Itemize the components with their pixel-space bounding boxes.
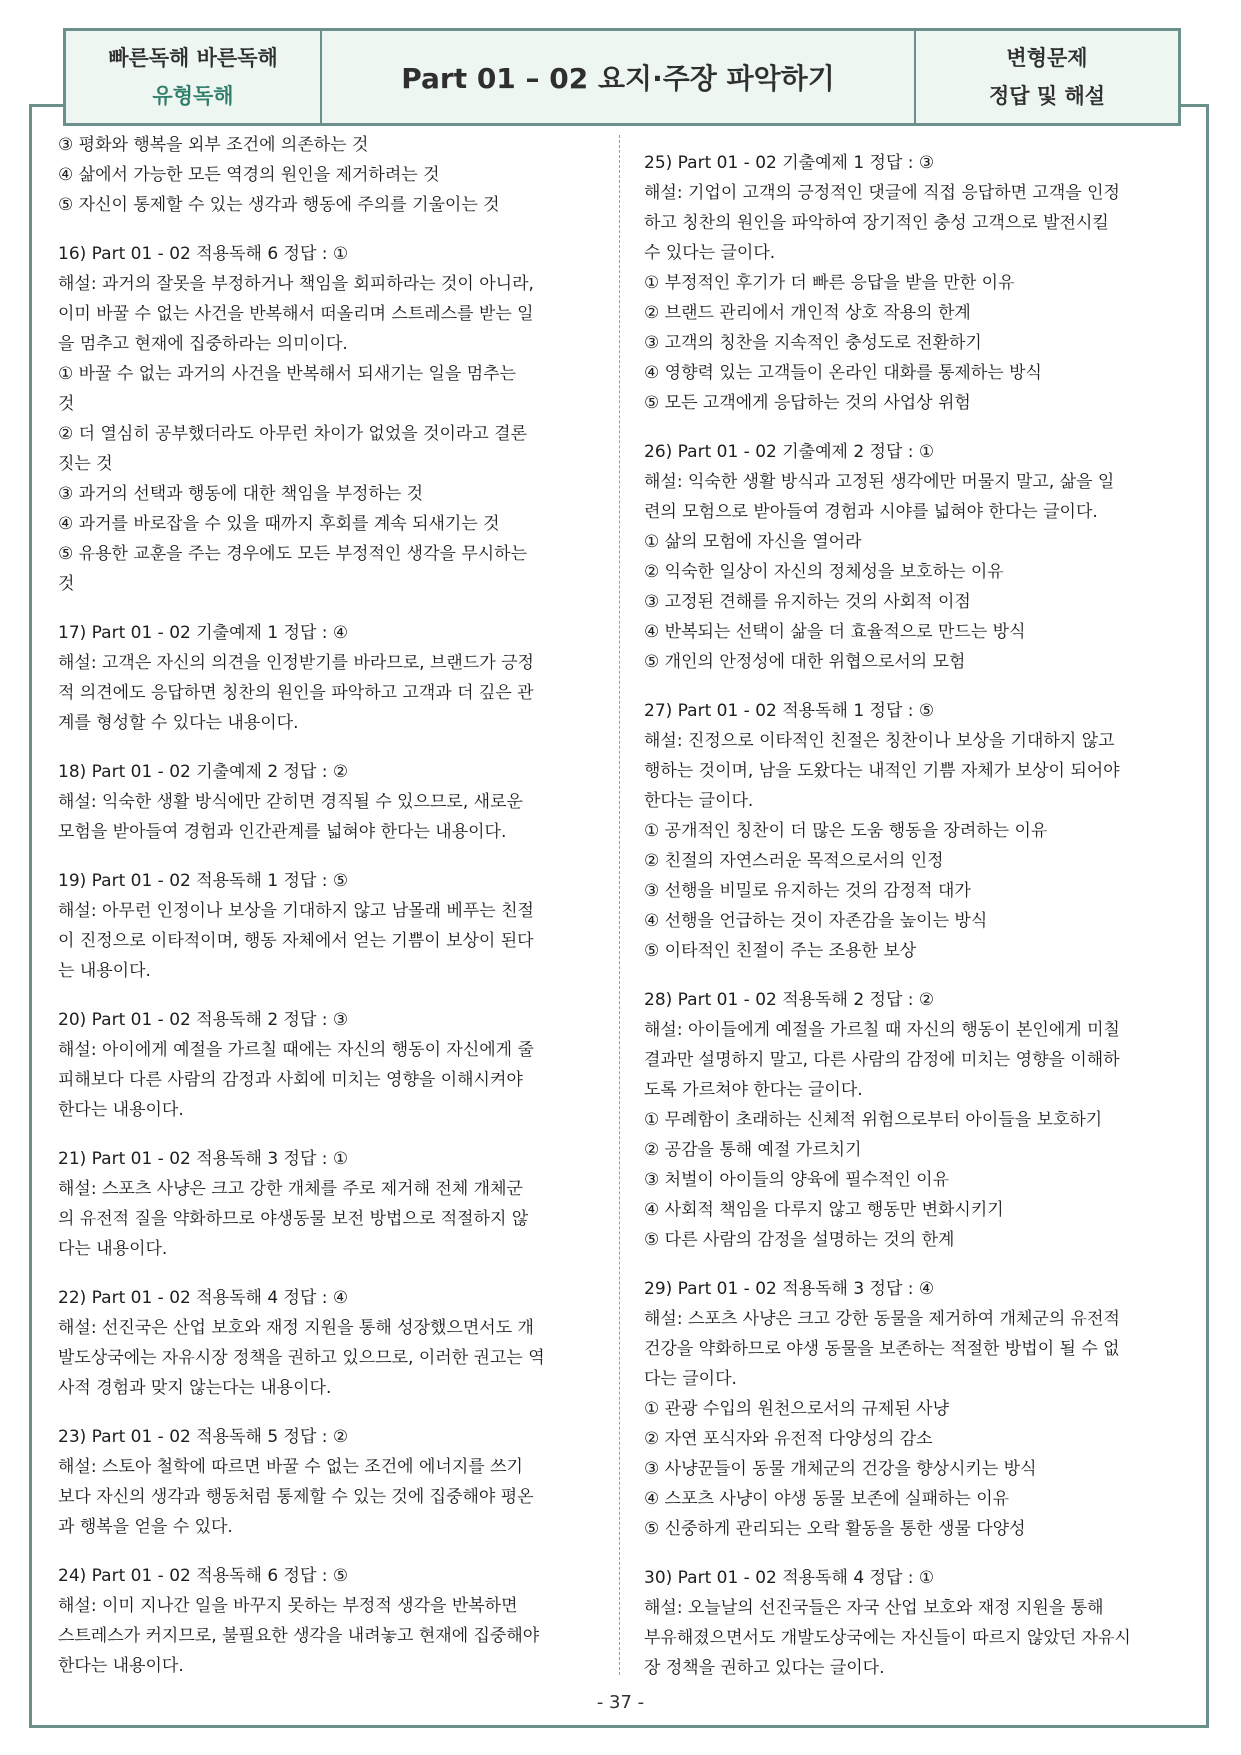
answer-line: ② 익숙한 일상이 자신의 정체성을 보호하는 이유: [644, 562, 1004, 582]
answer-heading: 17) Part 01 - 02 기출예제 1 정답 : ④: [58, 623, 349, 643]
answer-line: ③ 과거의 선택과 행동에 대한 책임을 부정하는 것: [58, 484, 424, 504]
answer-line: 부유해졌으면서도 개발도상국에는 자신들이 따르지 않았던 자유시: [644, 1628, 1131, 1648]
answer-line: 다는 내용이다.: [58, 1239, 168, 1259]
answer-line: 한다는 글이다.: [644, 791, 754, 811]
answer-line: ④ 삶에서 가능한 모든 역경의 원인을 제거하려는 것: [58, 165, 440, 185]
answer-line: ⑤ 신중하게 관리되는 오락 활동을 통한 생물 다양성: [644, 1519, 1026, 1539]
answer-line: 해설: 선진국은 산업 보호와 재정 지원을 통해 성장했으면서도 개: [58, 1318, 534, 1338]
section-subtype: 정답 및 해설: [988, 84, 1106, 108]
answer-line: 스트레스가 커지므로, 불필요한 생각을 내려놓고 현재에 집중해야: [58, 1626, 540, 1646]
answer-section-q23: [58, 1422, 594, 1542]
answer-section-q18: [58, 757, 594, 847]
answer-line: 것: [58, 394, 75, 414]
answer-line: 해설: 기업이 고객의 긍정적인 댓글에 직접 응답하면 고객을 인정: [644, 183, 1120, 203]
answer-line: ④ 사회적 책임을 다루지 않고 행동만 변화시키기: [644, 1200, 1004, 1220]
answer-section-q17: [58, 618, 594, 738]
answer-line: ⑤ 모든 고객에게 응답하는 것의 사업상 위험: [644, 393, 971, 413]
answer-line: 건강을 약화하므로 야생 동물을 보존하는 적절한 방법이 될 수 없: [644, 1339, 1120, 1359]
answer-line: 해설: 익숙한 생활 방식과 고정된 생각에만 머물지 말고, 삶을 일: [644, 472, 1115, 492]
book-subtitle: 유형독해: [152, 84, 234, 108]
answer-heading: 18) Part 01 - 02 기출예제 2 정답 : ②: [58, 762, 349, 782]
header-book-title: [66, 31, 322, 123]
answer-line: 해설: 아이에게 예절을 가르칠 때에는 자신의 행동이 자신에게 줄: [58, 1040, 534, 1060]
answer-line: 보다 자신의 생각과 행동처럼 통제할 수 있는 것에 집중해야 평온: [58, 1487, 534, 1507]
answer-line: ① 삶의 모험에 자신을 열어라: [644, 532, 862, 552]
answer-section-q26: [644, 437, 1180, 677]
answer-line: ③ 선행을 비밀로 유지하는 것의 감정적 대가: [644, 881, 971, 901]
answer-line: 해설: 이미 지나간 일을 바꾸지 못하는 부정적 생각을 반복하면: [58, 1596, 518, 1616]
answer-line: ⑤ 다른 사람의 감정을 설명하는 것의 한계: [644, 1230, 955, 1250]
left-column: [58, 130, 594, 1700]
answer-line: ④ 반복되는 선택이 삶을 더 효율적으로 만드는 방식: [644, 622, 1026, 642]
answer-heading: 28) Part 01 - 02 적용독해 2 정답 : ②: [644, 990, 935, 1010]
answer-line: ② 자연 포식자와 유전적 다양성의 감소: [644, 1429, 933, 1449]
answer-line: 해설: 익숙한 생활 방식에만 갇히면 경직될 수 있으므로, 새로운: [58, 792, 523, 812]
answer-line: 하고 칭찬의 원인을 파악하여 장기적인 충성 고객으로 발전시킬: [644, 213, 1109, 233]
answer-heading: 30) Part 01 - 02 적용독해 4 정답 : ①: [644, 1568, 935, 1588]
answer-heading: 27) Part 01 - 02 적용독해 1 정답 : ⑤: [644, 701, 935, 721]
answer-line: 도록 가르쳐야 한다는 글이다.: [644, 1080, 863, 1100]
answer-line: ⑤ 개인의 안정성에 대한 위협으로서의 모험: [644, 652, 966, 672]
answer-line: ② 브랜드 관리에서 개인적 상호 작용의 한계: [644, 303, 971, 323]
answer-line: ③ 사냥꾼들이 동물 개체군의 건강을 향상시키는 방식: [644, 1459, 1037, 1479]
answer-heading: 22) Part 01 - 02 적용독해 4 정답 : ④: [58, 1288, 349, 1308]
right-column: [644, 148, 1180, 1702]
answer-line: ② 공감을 통해 예절 가르치기: [644, 1140, 862, 1160]
page-header: [63, 28, 1181, 126]
answer-line: 과 행복을 얻을 수 있다.: [58, 1517, 233, 1537]
answer-section-q22: [58, 1283, 594, 1403]
answer-line: ⑤ 이타적인 친절이 주는 조용한 보상: [644, 941, 917, 961]
answer-line: ② 친절의 자연스러운 목적으로서의 인정: [644, 851, 944, 871]
answer-line: ④ 선행을 언급하는 것이 자존감을 높이는 방식: [644, 911, 988, 931]
answer-line: 해설: 과거의 잘못을 부정하거나 책임을 회피하라는 것이 아니라,: [58, 274, 534, 294]
book-title: 빠른독해 바른독해: [108, 46, 278, 70]
answer-section-cont: [58, 130, 594, 220]
answer-line: 다는 글이다.: [644, 1369, 737, 1389]
answer-line: 행하는 것이며, 남을 도왔다는 내적인 기쁨 자체가 보상이 되어야: [644, 761, 1120, 781]
answer-line: 해설: 고객은 자신의 의견을 인정받기를 바라므로, 브랜드가 긍정: [58, 653, 534, 673]
answer-line: 발도상국에는 자유시장 정책을 권하고 있으므로, 이러한 권고는 역: [58, 1348, 545, 1368]
answer-line: ① 관광 수입의 원천으로서의 규제된 사냥: [644, 1399, 950, 1419]
answer-line: ① 부정적인 후기가 더 빠른 응답을 받을 만한 이유: [644, 273, 1015, 293]
answer-line: 수 있다는 글이다.: [644, 243, 776, 263]
answer-line: 련의 모험으로 받아들여 경험과 시야를 넓혀야 한다는 글이다.: [644, 502, 1098, 522]
answer-line: ④ 영향력 있는 고객들이 온라인 대화를 통제하는 방식: [644, 363, 1042, 383]
answer-section-q30: [644, 1563, 1180, 1683]
answer-line: 것: [58, 574, 75, 594]
chapter-title: Part 01 – 02 요지·주장 파악하기: [401, 62, 835, 95]
answer-line: 해설: 오늘날의 선진국들은 자국 산업 보호와 재정 지원을 통해: [644, 1598, 1104, 1618]
answer-line: ② 더 열심히 공부했더라도 아무런 차이가 없었을 것이라고 결론: [58, 424, 528, 444]
answer-line: 계를 형성할 수 있다는 내용이다.: [58, 713, 299, 733]
answer-heading: 16) Part 01 - 02 적용독해 6 정답 : ①: [58, 244, 349, 264]
answer-section-q19: [58, 866, 594, 986]
answer-line: 장 정책을 권하고 있다는 글이다.: [644, 1658, 885, 1678]
answer-line: ④ 과거를 바로잡을 수 있을 때까지 후회를 계속 되새기는 것: [58, 514, 500, 534]
answer-heading: 24) Part 01 - 02 적용독해 6 정답 : ⑤: [58, 1566, 349, 1586]
answer-section-q21: [58, 1144, 594, 1264]
answer-line: ① 무례함이 초래하는 신체적 위험으로부터 아이들을 보호하기: [644, 1110, 1103, 1130]
answer-section-q27: [644, 696, 1180, 966]
answer-line: 해설: 아이들에게 예절을 가르칠 때 자신의 행동이 본인에게 미칠: [644, 1020, 1120, 1040]
answer-line: ① 공개적인 칭찬이 더 많은 도움 행동을 장려하는 이유: [644, 821, 1048, 841]
answer-line: 해설: 스포츠 사냥은 크고 강한 동물을 제거하여 개체군의 유전적: [644, 1309, 1120, 1329]
column-divider: [619, 135, 620, 1675]
answer-section-q25: [644, 148, 1180, 418]
answer-heading: ③ 평화와 행복을 외부 조건에 의존하는 것: [58, 135, 369, 155]
answer-section-q28: [644, 985, 1180, 1255]
answer-line: 피해보다 다른 사람의 감정과 사회에 미치는 영향을 이해시켜야: [58, 1070, 523, 1090]
section-type: 변형문제: [1006, 46, 1088, 70]
answer-line: 짓는 것: [58, 454, 113, 474]
answer-section-q20: [58, 1005, 594, 1125]
answer-heading: 25) Part 01 - 02 기출예제 1 정답 : ③: [644, 153, 935, 173]
answer-line: 해설: 아무런 인정이나 보상을 기대하지 않고 남몰래 베푸는 친절: [58, 901, 534, 921]
answer-line: 의 유전적 질을 약화하므로 야생동물 보전 방법으로 적절하지 않: [58, 1209, 529, 1229]
header-section-type: [916, 31, 1178, 123]
answer-section-q16: [58, 239, 594, 599]
answer-line: 이 진정으로 이타적이며, 행동 자체에서 얻는 기쁨이 보상이 된다: [58, 931, 534, 951]
answer-line: 이미 바꿀 수 없는 사건을 반복해서 떠올리며 스트레스를 받는 일: [58, 304, 534, 324]
answer-section-q24: [58, 1561, 594, 1681]
answer-line: 해설: 스포츠 사냥은 크고 강한 개체를 주로 제거해 전체 개체군: [58, 1179, 523, 1199]
answer-line: 사적 경험과 맞지 않는다는 내용이다.: [58, 1378, 332, 1398]
answer-line: 한다는 내용이다.: [58, 1100, 184, 1120]
answer-line: ③ 고객의 칭찬을 지속적인 충성도로 전환하기: [644, 333, 982, 353]
answer-line: ④ 스포츠 사냥이 야생 동물 보존에 실패하는 이유: [644, 1489, 1010, 1509]
answer-heading: 20) Part 01 - 02 적용독해 2 정답 : ③: [58, 1010, 349, 1030]
answer-heading: 19) Part 01 - 02 적용독해 1 정답 : ⑤: [58, 871, 349, 891]
answer-line: ③ 고정된 견해를 유지하는 것의 사회적 이점: [644, 592, 971, 612]
answer-heading: 21) Part 01 - 02 적용독해 3 정답 : ①: [58, 1149, 349, 1169]
answer-heading: 29) Part 01 - 02 적용독해 3 정답 : ④: [644, 1279, 935, 1299]
answer-line: 결과만 설명하지 말고, 다른 사람의 감정에 미치는 영향을 이해하: [644, 1050, 1120, 1070]
answer-line: 해설: 진정으로 이타적인 친절은 칭찬이나 보상을 기대하지 않고: [644, 731, 1115, 751]
answer-line: 는 내용이다.: [58, 961, 151, 981]
answer-line: 해설: 스토아 철학에 따르면 바꿀 수 없는 조건에 에너지를 쓰기: [58, 1457, 523, 1477]
answer-line: 적 의견에도 응답하면 칭찬의 원인을 파악하고 고객과 더 깊은 관: [58, 683, 534, 703]
answer-line: 모험을 받아들여 경험과 인간관계를 넓혀야 한다는 내용이다.: [58, 822, 507, 842]
answer-line: ⑤ 자신이 통제할 수 있는 생각과 행동에 주의를 기울이는 것: [58, 195, 500, 215]
answer-section-q29: [644, 1274, 1180, 1544]
answer-line: 한다는 내용이다.: [58, 1656, 184, 1676]
answer-heading: 23) Part 01 - 02 적용독해 5 정답 : ②: [58, 1427, 349, 1447]
page-number: - 37 -: [596, 1692, 645, 1713]
answer-heading: 26) Part 01 - 02 기출예제 2 정답 : ①: [644, 442, 935, 462]
answer-line: ① 바꿀 수 없는 과거의 사건을 반복해서 되새기는 일을 멈추는: [58, 364, 517, 384]
answer-line: ⑤ 유용한 교훈을 주는 경우에도 모든 부정적인 생각을 무시하는: [58, 544, 528, 564]
header-chapter: [322, 31, 916, 123]
answer-line: 을 멈추고 현재에 집중하라는 의미이다.: [58, 334, 348, 354]
answer-line: ③ 처벌이 아이들의 양육에 필수적인 이유: [644, 1170, 950, 1190]
